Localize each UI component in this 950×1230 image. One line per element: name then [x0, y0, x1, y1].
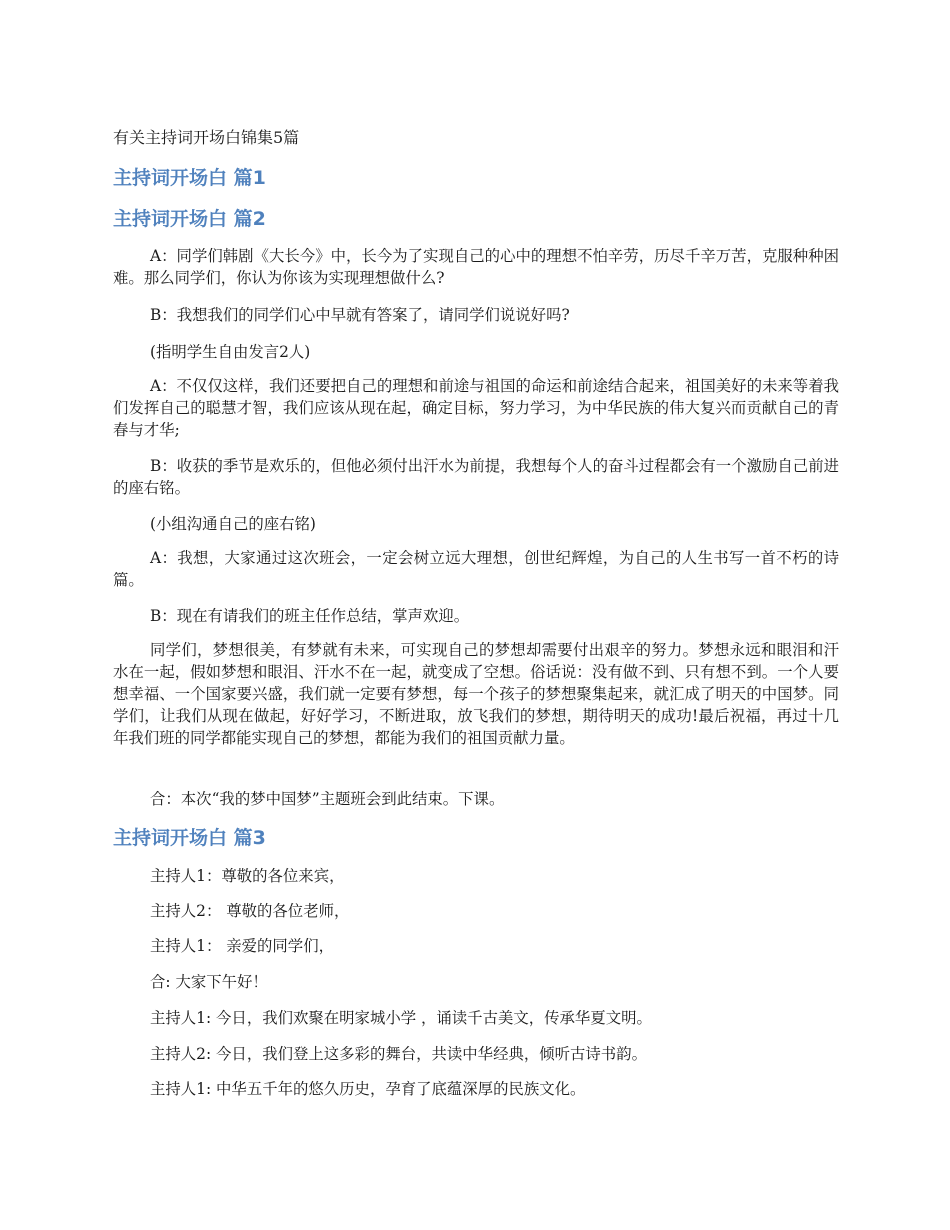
section-heading-1: 主持词开场白 篇1	[113, 167, 266, 189]
section-heading-2: 主持词开场白 篇2	[113, 208, 266, 230]
document-title: 有关主持词开场白锦集5篇	[113, 128, 300, 147]
section-heading-3: 主持词开场白 篇3	[113, 827, 266, 849]
paragraph: B：现在有请我们的班主任作总结，掌声欢迎。	[150, 607, 470, 625]
paragraph: (指明学生自由发言2人)	[150, 343, 311, 361]
dialogue-line: 合: 大家下午好！	[150, 973, 268, 991]
dialogue-line: 主持人1： 亲爱的同学们，	[150, 937, 334, 955]
paragraph: A：我想，大家通过这次班会，一定会树立远大理想，创世纪辉煌，为自己的人生书写一首不朽的诗篇。	[113, 549, 839, 589]
dialogue-line: 主持人1：尊敬的各位来宾，	[150, 867, 345, 885]
paragraph: 合：本次“我的梦中国梦”主题班会到此结束。下课。	[150, 790, 505, 808]
paragraph: A：同学们韩剧《大长今》中，长今为了实现自己的心中的理想不怕辛劳，历尽千辛万苦，克服种种困难。那么同学们，你认为你该为实现理想做什么?	[113, 247, 839, 287]
dialogue-line: 主持人1: 中华五千年的悠久历史，孕育了底蕴深厚的民族文化。	[150, 1080, 586, 1098]
dialogue-line: 主持人2： 尊敬的各位老师，	[150, 902, 350, 920]
dialogue-line: 主持人2: 今日，我们登上这多彩的舞台，共读中华经典，倾听古诗书韵。	[150, 1045, 647, 1063]
dialogue-line: 主持人1: 今日，我们欢聚在明家城小学 ，诵读千古美文，传承华夏文明。	[150, 1009, 652, 1027]
paragraph: B：收获的季节是欢乐的，但他必须付出汗水为前提，我想每个人的奋斗过程都会有一个激励自己前进的座右铭。	[113, 457, 839, 497]
paragraph: A：不仅仅这样，我们还要把自己的理想和前途与祖国的命运和前途结合起来，祖国美好的未来等着我们发挥自己的聪慧才智，我们应该从现在起，确定目标，努力学习，为中华民族的伟大复兴而贡献自己的青春与才华;	[113, 377, 839, 439]
paragraph: 同学们，梦想很美，有梦就有未来，可实现自己的梦想却需要付出艰辛的努力。梦想永远和眼泪和汗水在一起，假如梦想和眼泪、汗水不在一起，就变成了空想。俗话说：没有做不到、只有想不到。一个人要想幸福、一个国家要兴盛，我们就一定要有梦想，每一个孩子的梦想聚集起来，就汇成了明天的中国梦。同学们，让我们从现在做起，好好学习，不断进取，放飞我们的梦想，期待明天的成功!最后祝福，再过十几年我们班的同学都能实现自己的梦想，都能为我们的祖国贡献力量。	[113, 641, 839, 747]
paragraph: (小组沟通自己的座右铭)	[150, 515, 316, 533]
paragraph: B：我想我们的同学们心中早就有答案了，请同学们说说好吗?	[150, 306, 570, 324]
